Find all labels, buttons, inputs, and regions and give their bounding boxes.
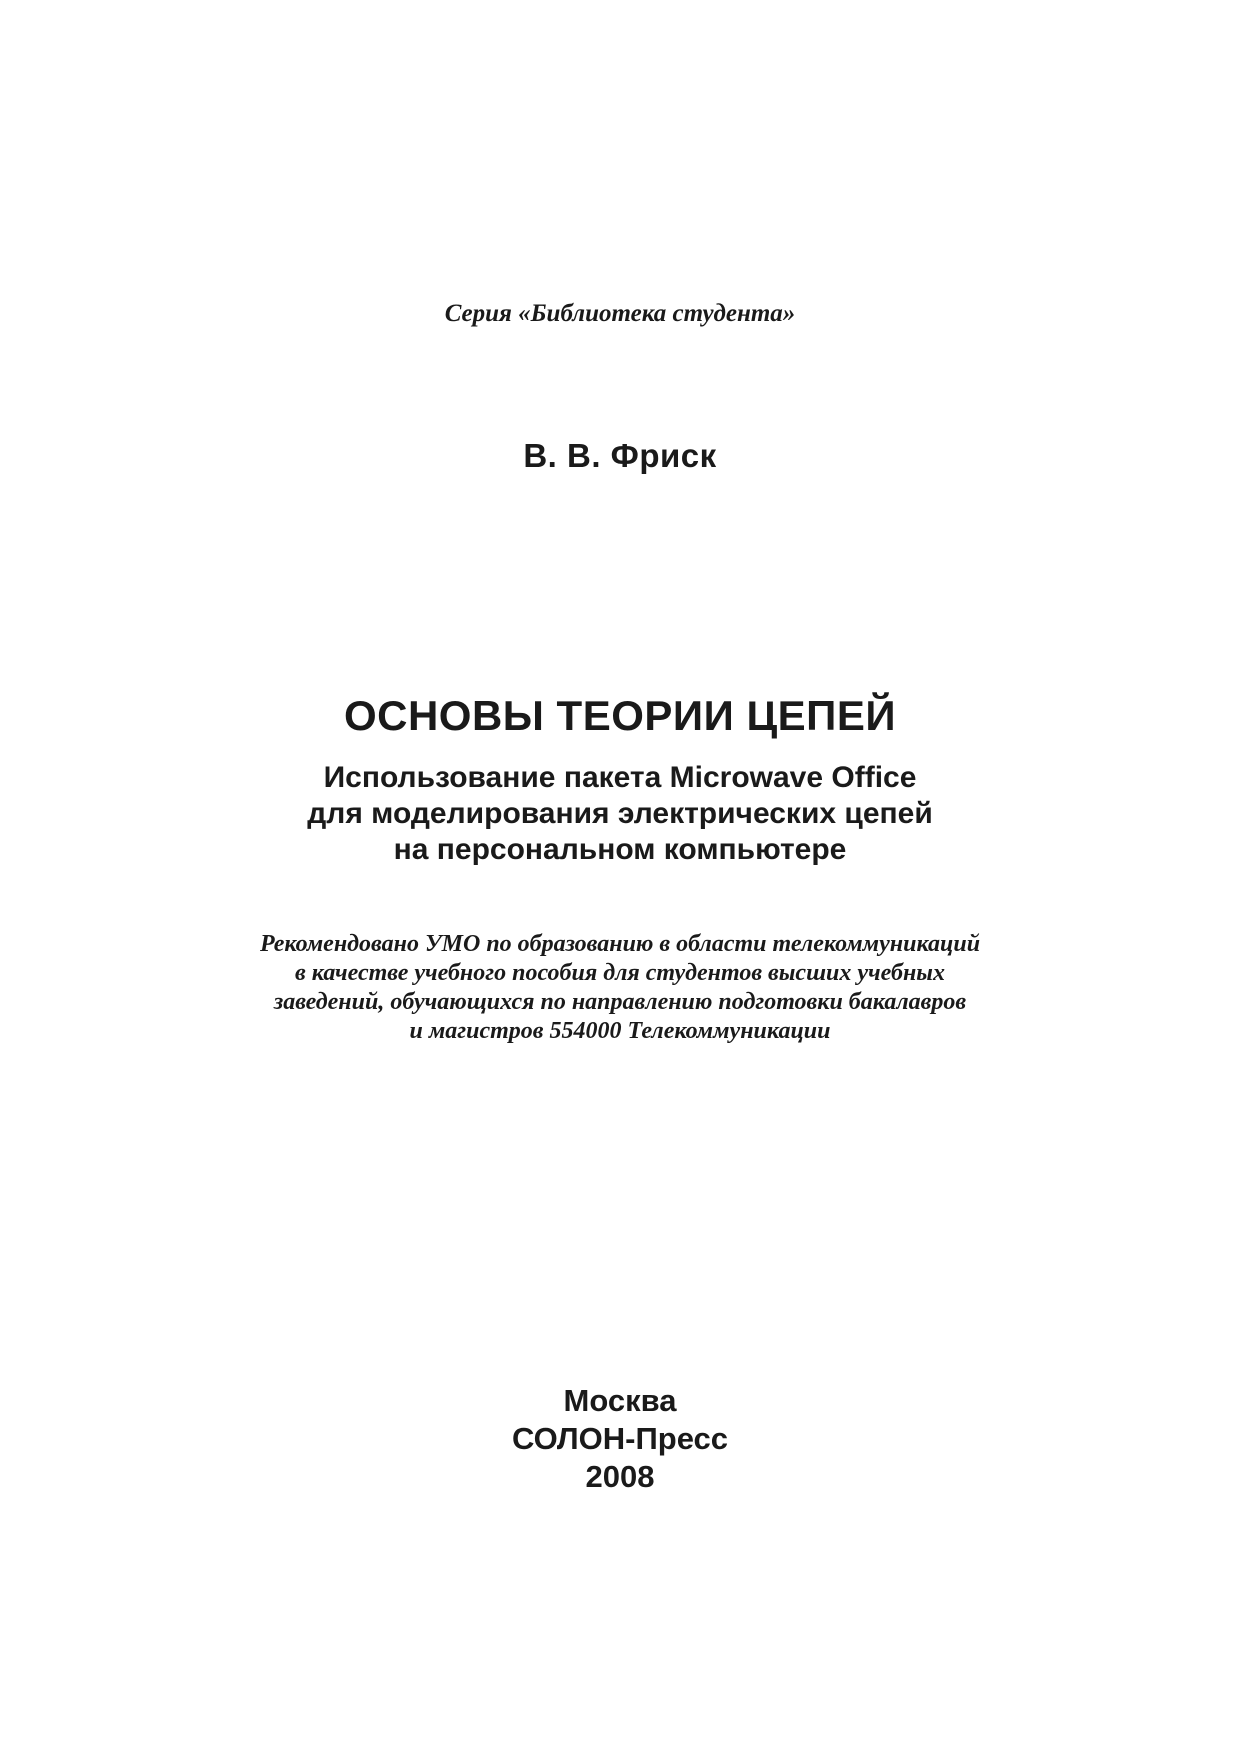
book-title: ОСНОВЫ ТЕОРИИ ЦЕПЕЙ (343, 692, 897, 739)
author-name: В. В. Фриск (523, 437, 717, 474)
subtitle-line: для моделирования электрических цепей (307, 797, 933, 830)
subtitle-line: Использование пакета Microwave Office (323, 761, 917, 794)
series-line: Серия «Библиотека студента» (444, 300, 796, 327)
subtitle-line: на персональном компьютере (393, 833, 847, 866)
recommendation-note (0, 930, 1240, 1046)
imprint-publisher: СОЛОН-Пресс (511, 1421, 729, 1456)
recommendation-line: Рекомендовано УМО по образованию в области телекоммуникаций (259, 931, 981, 957)
book-subtitle (0, 760, 1240, 868)
recommendation-line: заведений, обучающихся по направлению подготовки бакалавров (273, 989, 967, 1015)
recommendation-line: в качестве учебного пособия для студентов высших учебных (295, 960, 945, 986)
imprint (0, 1382, 1240, 1496)
imprint-city: Москва (563, 1383, 677, 1418)
imprint-year: 2008 (585, 1459, 655, 1494)
recommendation-line: и магистров 554000 Телекоммуникации (409, 1018, 831, 1044)
